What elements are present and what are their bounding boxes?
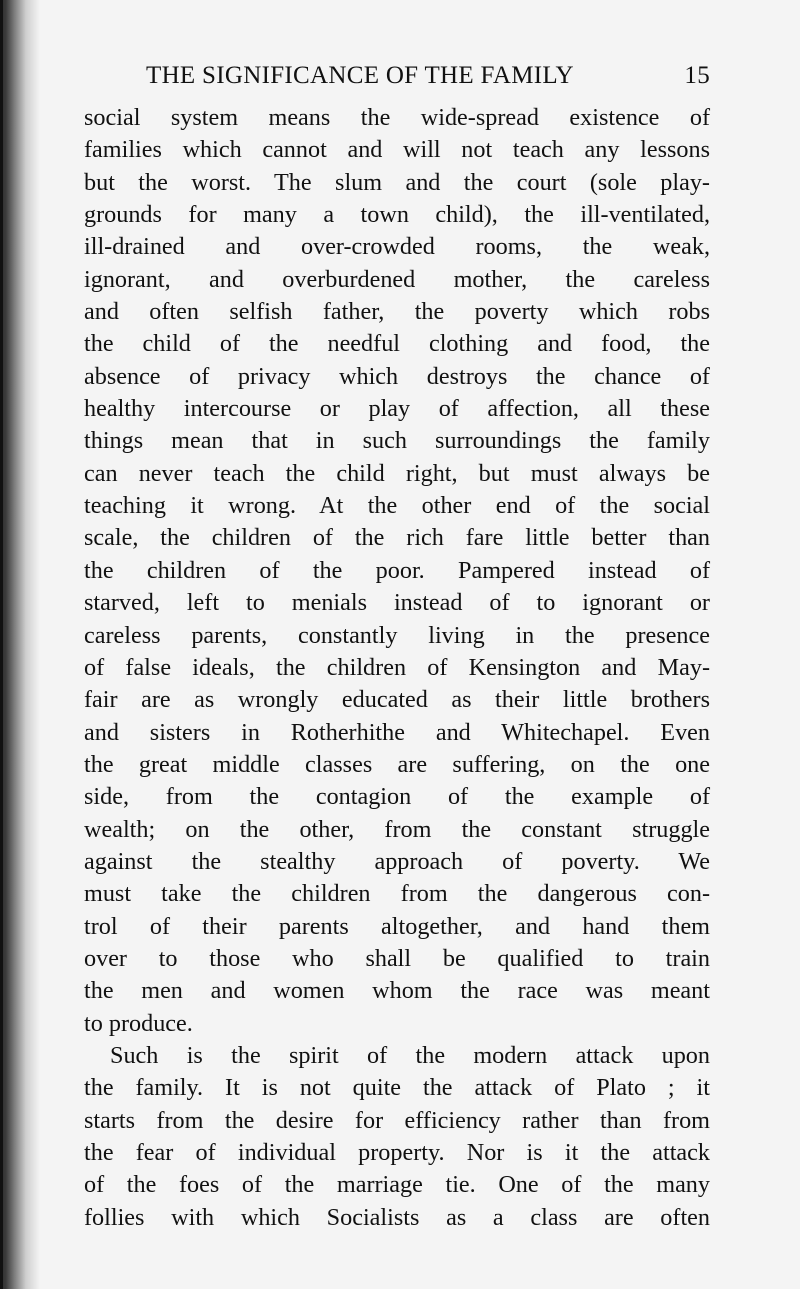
text-line: social system means the wide-spread existence of bbox=[84, 104, 710, 131]
text-line: Such is the spirit of the modern attack upon bbox=[110, 1041, 710, 1069]
text-line: follies with which Socialists as a class are often bbox=[84, 1203, 710, 1231]
text-line: must take the children from the dangerous con- bbox=[84, 880, 710, 908]
text-line: starts from the desire for efficiency rather than from bbox=[84, 1106, 710, 1134]
text-line: absence of privacy which destroys the chance of bbox=[84, 362, 710, 390]
text-line: of the foes of the marriage tie. One of the many bbox=[84, 1171, 710, 1199]
book-gutter-shadow bbox=[0, 0, 40, 1289]
body-text bbox=[84, 102, 710, 1234]
text-line: trol of their parents altogether, and hand them bbox=[84, 912, 710, 940]
text-line: ill-drained and over-crowded rooms, the weak, bbox=[84, 233, 710, 261]
text-line: wealth; on the other, from the constant struggle bbox=[84, 815, 710, 843]
text-line: against the stealthy approach of poverty. We bbox=[84, 847, 710, 875]
running-title: THE SIGNIFICANCE OF THE FAMILY bbox=[146, 62, 574, 89]
text-line: and often selfish father, the poverty which robs bbox=[84, 298, 710, 326]
text-line: over to those who shall be qualified to train bbox=[84, 944, 710, 972]
text-line: and sisters in Rotherhithe and Whitechapel. Even bbox=[84, 718, 710, 746]
text-line: can never teach the child right, but must always be bbox=[84, 459, 710, 487]
running-head bbox=[84, 56, 710, 96]
text-line: grounds for many a town child), the ill-ventilated, bbox=[84, 201, 710, 229]
text-line: to produce. bbox=[84, 1009, 193, 1037]
text-line: of false ideals, the children of Kensington and May- bbox=[84, 653, 710, 681]
page-number: 15 bbox=[684, 62, 710, 89]
text-line: things mean that in such surroundings the family bbox=[84, 427, 710, 455]
text-line: starved, left to menials instead of to ignorant or bbox=[84, 589, 710, 617]
text-line: the fear of individual property. Nor is it the attack bbox=[84, 1139, 710, 1166]
text-line: teaching it wrong. At the other end of the social bbox=[84, 492, 710, 520]
text-line: careless parents, constantly living in the presence bbox=[84, 621, 710, 649]
text-line: the men and women whom the race was meant bbox=[84, 977, 710, 1005]
text-line: the great middle classes are suffering, on the one bbox=[84, 750, 710, 778]
text-line: fair are as wrongly educated as their little brothers bbox=[84, 686, 710, 714]
text-line: the family. It is not quite the attack of Plato ; it bbox=[84, 1074, 710, 1102]
text-line: healthy intercourse or play of affection, all these bbox=[84, 395, 710, 423]
text-line: ignorant, and overburdened mother, the careless bbox=[84, 265, 710, 293]
text-line: families which cannot and will not teach any lessons bbox=[84, 136, 710, 164]
book-page bbox=[84, 56, 710, 1234]
text-line: side, from the contagion of the example of bbox=[84, 783, 710, 811]
text-line: scale, the children of the rich fare little better than bbox=[84, 524, 710, 552]
text-line: the children of the poor. Pampered instead of bbox=[84, 556, 710, 584]
text-line: but the worst. The slum and the court (sole play- bbox=[84, 168, 710, 196]
book-spine-edge bbox=[0, 0, 3, 1289]
text-line: the child of the needful clothing and food, the bbox=[84, 330, 710, 358]
